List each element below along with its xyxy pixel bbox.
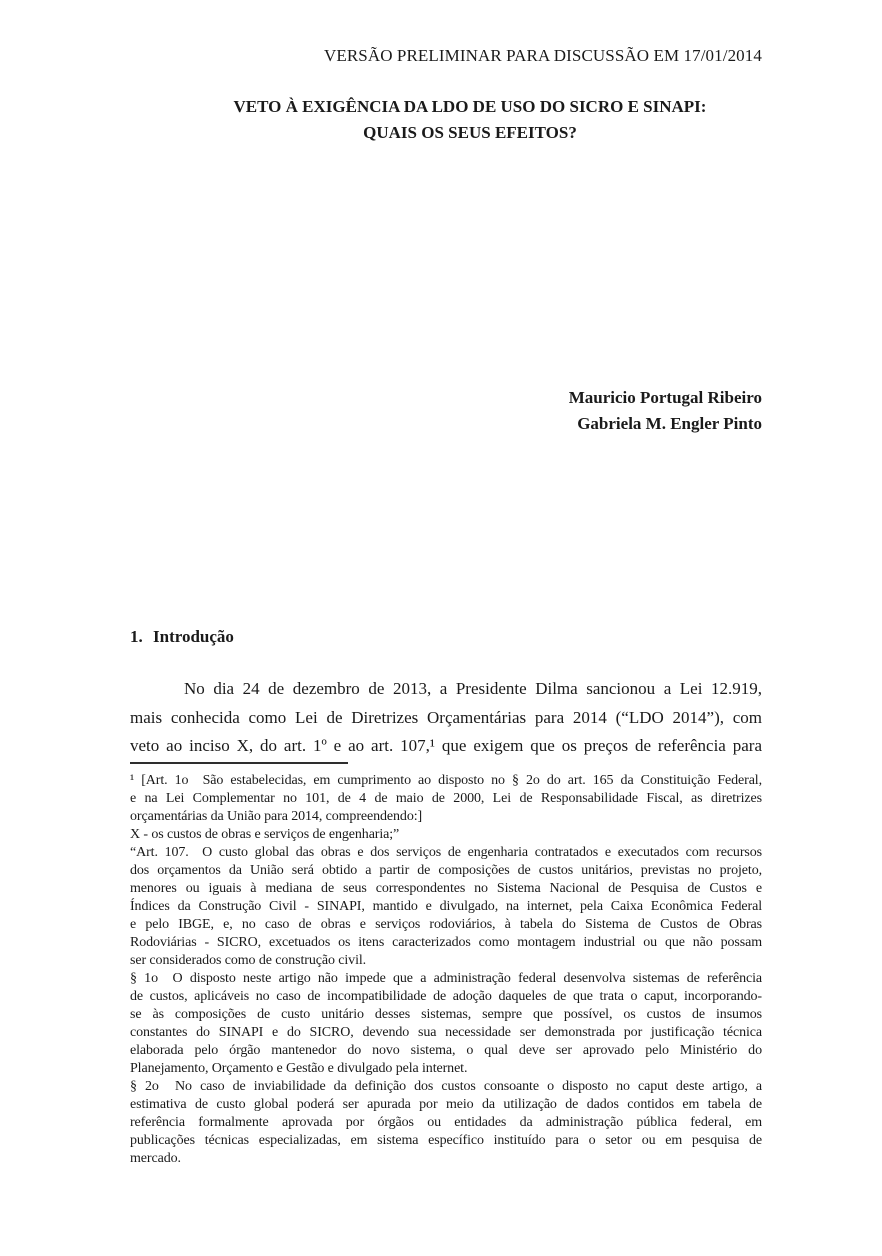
footnote-line: X - os custos de obras e serviços de engenharia;”	[130, 827, 400, 842]
footnote-line: Rodoviárias - SICRO, excetuados os itens caracterizados como montagem industrial ou que não possam	[130, 935, 762, 950]
author-name: Gabriela M. Engler Pinto	[577, 414, 762, 433]
section-heading	[130, 627, 762, 647]
paper-title	[130, 94, 762, 145]
footnote-line: publicações técnicas especializadas, em sistema específico instituído para o setor ou em pesquisa de	[130, 1133, 762, 1148]
authors-block	[130, 385, 762, 437]
footnote-line: e na Lei Complementar no 101, de 4 de maio de 2000, Lei de Responsabilidade Fiscal, as diretrizes	[130, 791, 762, 806]
section-number: 1.	[130, 627, 143, 646]
footnote-line: elaborada pelo órgão mantenedor do novo sistema, o qual deve ser aprovado pelo Ministério do	[130, 1043, 762, 1058]
footnote-line: orçamentárias da União para 2014, compreendendo:]	[130, 809, 423, 824]
footnote-line: e pelo IBGE, e, no caso de obras e serviços rodoviários, à tabela do Sistema de Custos de Obras	[130, 917, 762, 932]
footnote-line: referência formalmente aprovada por órgãos ou entidades da administração pública federal, em	[130, 1115, 762, 1130]
author-name: Mauricio Portugal Ribeiro	[568, 388, 762, 407]
footnote-line: § 2o No caso de inviabilidade da definição dos custos consoante o disposto no caput deste artigo, a	[130, 1079, 762, 1094]
footnote-line: constantes do SINAPI e do SICRO, devendo sua necessidade ser demonstrada por justificação técnica	[130, 1025, 762, 1040]
paragraph-line: mais conhecida como Lei de Diretrizes Orçamentárias para 2014 (“LDO 2014”), com	[130, 707, 762, 727]
footnote-line: mercado.	[130, 1151, 181, 1166]
footnote-block	[130, 772, 762, 1168]
footnote-line: ¹ [Art. 1o São estabelecidas, em cumprimento ao disposto no § 2o do art. 165 da Constituição Federal,	[130, 773, 762, 788]
footnote-line: Índices da Construção Civil - SINAPI, mantido e divulgado, na internet, pela Caixa Econômica Federal	[130, 899, 762, 914]
body-paragraph	[130, 675, 762, 761]
footnote-line: de custos, aplicáveis no caso de incompatibilidade de adoção daqueles de que trata o caput, incorporando-	[130, 989, 762, 1004]
footnote-line: Planejamento, Orçamento e Gestão e divulgado pela internet.	[130, 1061, 468, 1076]
paper-title-line-2: QUAIS OS SEUS EFEITOS?	[363, 122, 577, 142]
section-title: Introdução	[153, 627, 234, 646]
paper-title-line-1: VETO À EXIGÊNCIA DA LDO DE USO DO SICRO E SINAPI:	[233, 97, 707, 116]
footnote-line: “Art. 107. O custo global das obras e dos serviços de engenharia contratados e executados com recursos	[130, 845, 762, 860]
footnote-line: ser considerados como de construção civil.	[130, 953, 367, 968]
footnote-line: se às composições de custo unitário desses sistemas, sempre que possível, os custos de insumos	[130, 1007, 762, 1022]
footnote-line: § 1o O disposto neste artigo não impede que a administração federal desenvolva sistemas de referência	[130, 971, 762, 986]
draft-version-note: VERSÃO PRELIMINAR PARA DISCUSSÃO EM 17/01/2014	[323, 46, 762, 65]
footnote-line: menores ou iguais à mediana de seus correspondentes no Sistema Nacional de Pesquisa de Custos e	[130, 881, 762, 896]
footnote-line: dos orçamentos da União será obtido a partir de composições de custos unitários, previstas no projeto,	[130, 863, 762, 878]
paragraph-line: veto ao inciso X, do art. 1º e ao art. 107,¹ que exigem que os preços de referência para	[130, 736, 762, 755]
footnote-line: estimativa de custo global poderá ser apurada por meio da utilização de dados contidos em tabela de	[130, 1097, 762, 1112]
footnote-separator	[130, 762, 348, 764]
paragraph-line: No dia 24 de dezembro de 2013, a Presidente Dilma sancionou a Lei 12.919,	[184, 679, 762, 698]
